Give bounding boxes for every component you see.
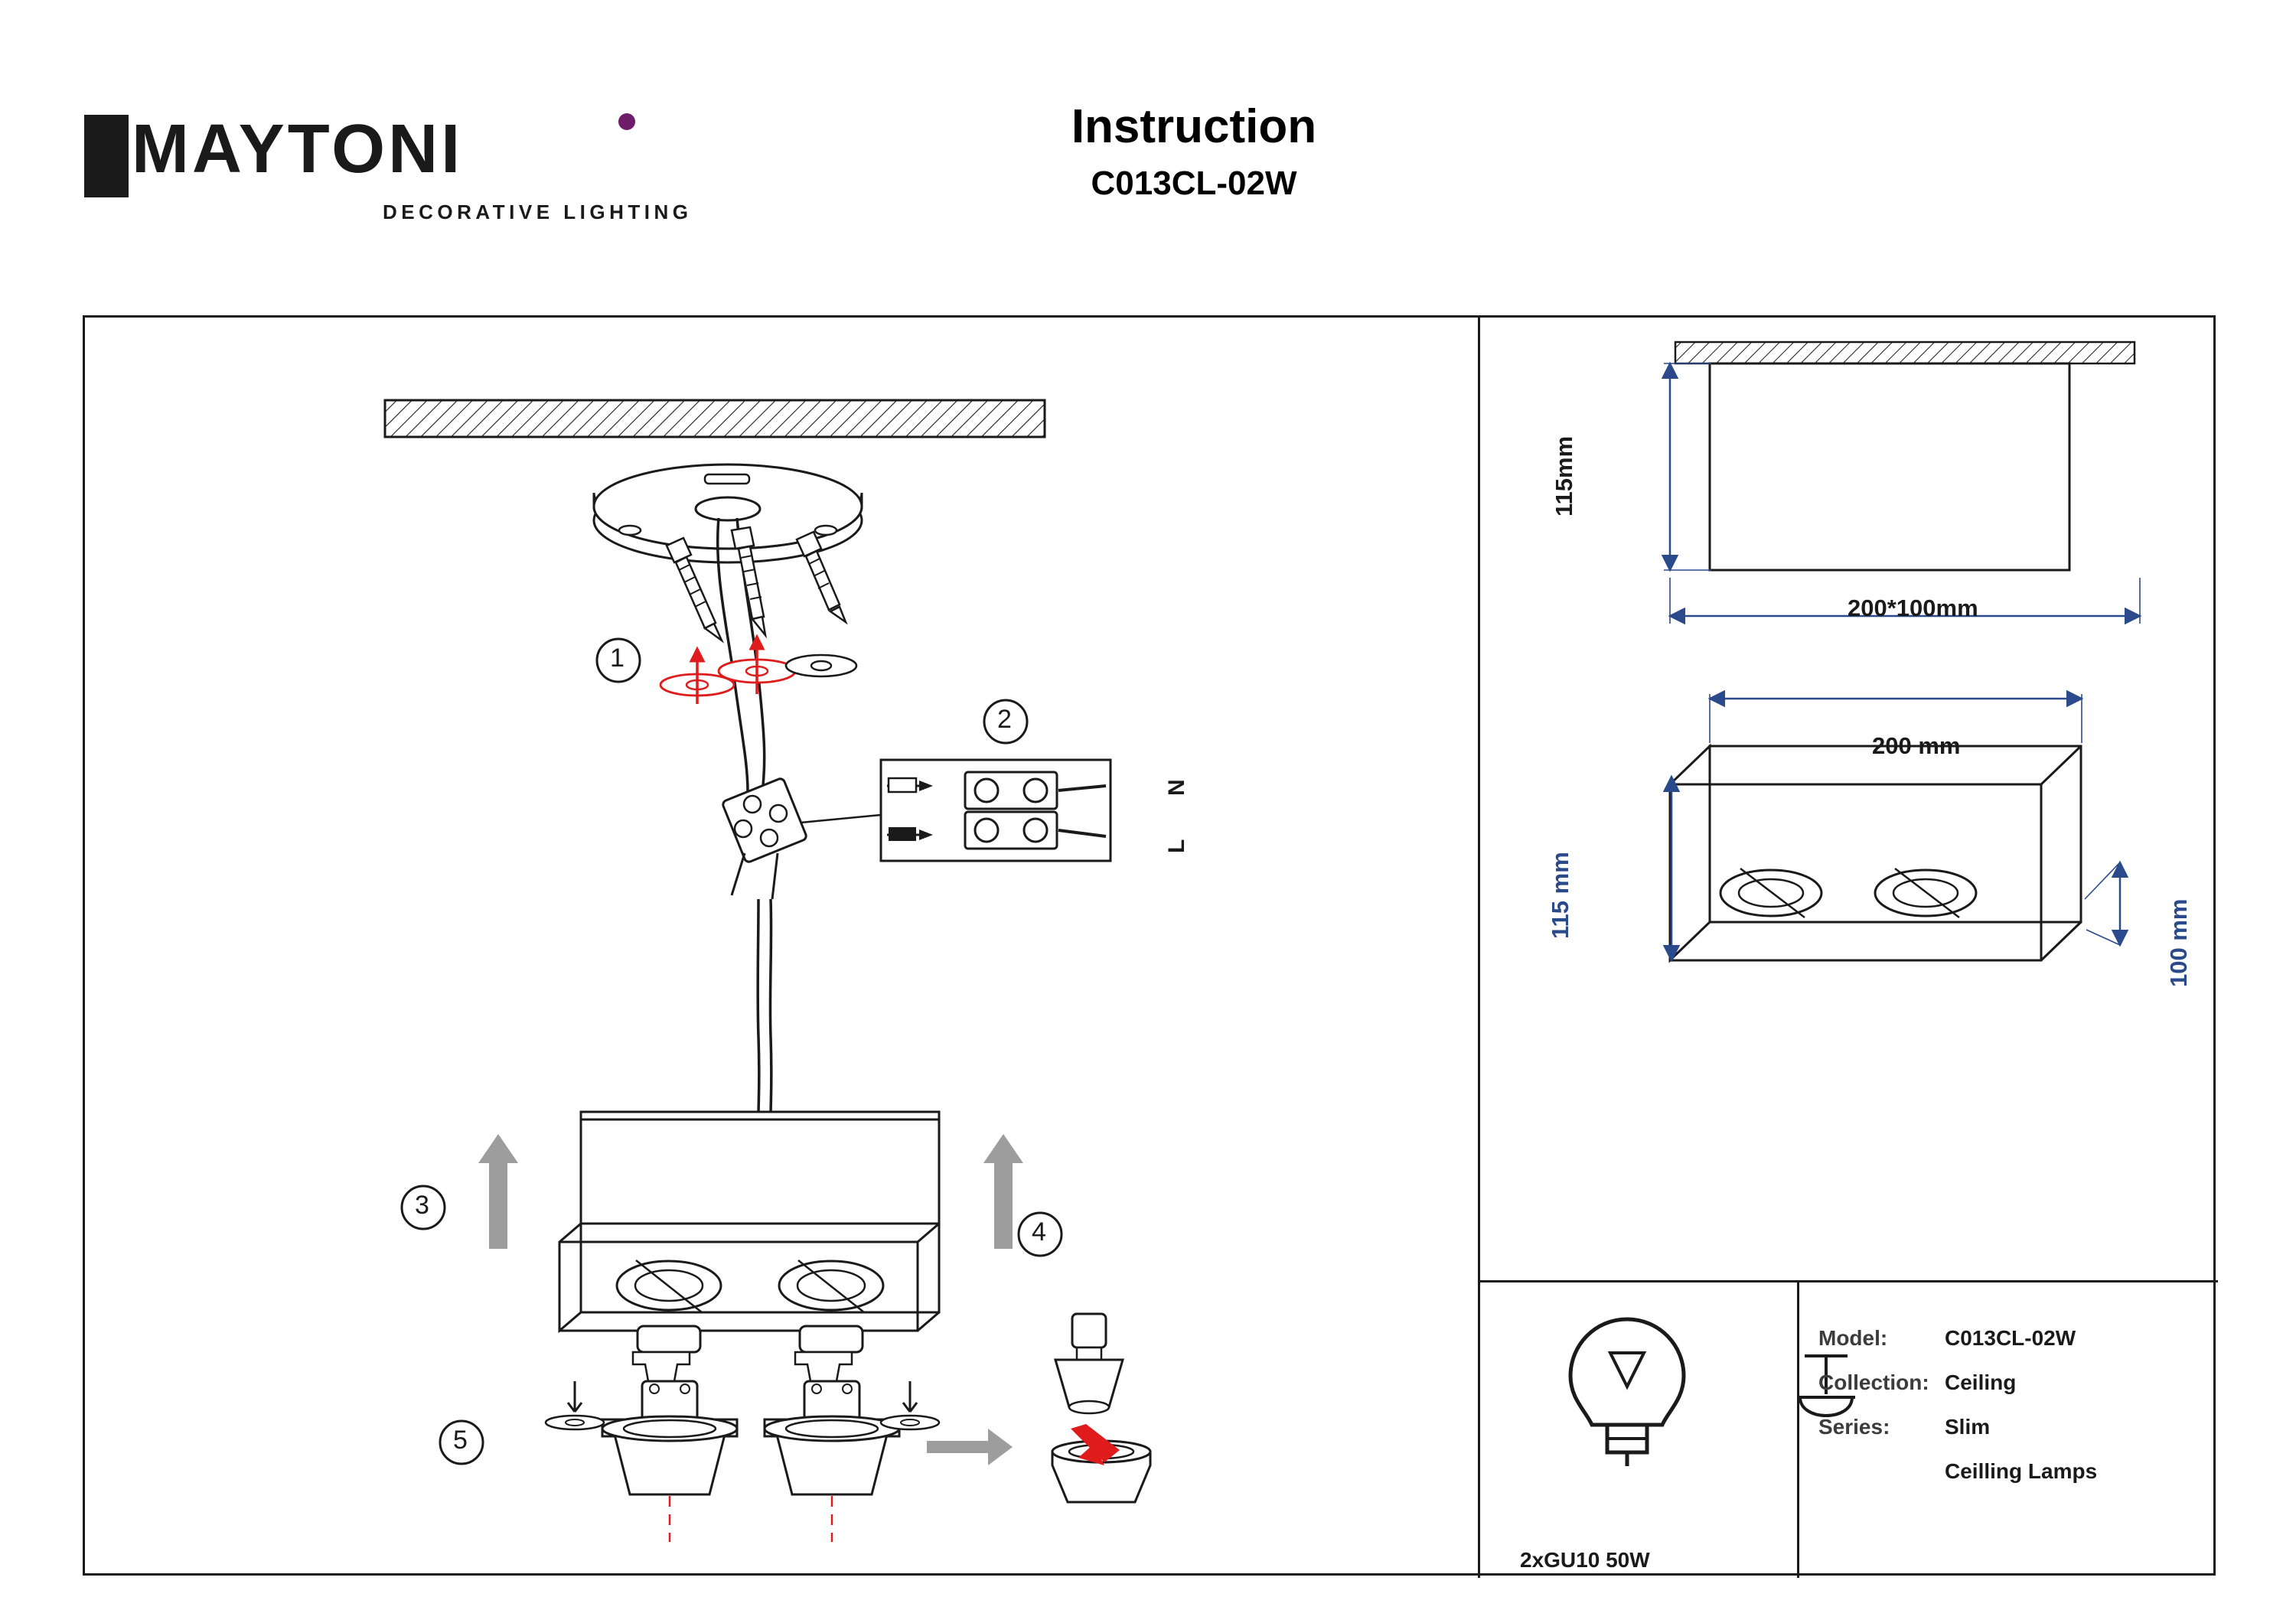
instruction-frame: [83, 315, 2216, 1576]
step-label-5: 5: [453, 1426, 468, 1455]
spec-value-series: Slim: [1945, 1415, 1991, 1439]
page-header: [0, 0, 2296, 291]
side-view: [1664, 342, 2140, 624]
logo-mark: [84, 115, 129, 197]
dimension-drawings: [1480, 318, 2218, 1280]
brand-name: MAYTONI: [132, 111, 464, 187]
step-label-4: 4: [1032, 1217, 1046, 1247]
terminal-label-live: L: [1164, 839, 1189, 853]
spec-value-collection: Ceiling: [1945, 1370, 2017, 1394]
page-title: Instruction: [1071, 100, 1317, 153]
dim-side-height: 115mm: [1551, 435, 1577, 517]
terminal-label-neutral: N: [1164, 779, 1189, 796]
step-label-3: 3: [415, 1191, 429, 1220]
lamp-insert-detail: [1052, 1314, 1150, 1502]
spec-label-series: Series:: [1818, 1415, 1890, 1439]
dim-iso-height: 115 mm: [1547, 852, 1574, 939]
spec-label-collection: Collection:: [1818, 1370, 1929, 1394]
step-label-2: 2: [997, 705, 1012, 734]
spec-value-model: C013CL-02W: [1945, 1326, 2076, 1350]
step-label-1: 1: [610, 644, 625, 673]
ceiling-slab: [385, 400, 1045, 437]
gu10-lamps: [546, 1326, 939, 1542]
transition-arrow: [927, 1429, 1013, 1465]
dim-iso-depth: 100 mm: [2165, 898, 2192, 987]
model-code: C013CL-02W: [1091, 165, 1297, 202]
document-title-block: [880, 99, 1508, 208]
brand-logo: [84, 107, 693, 223]
spec-label-model: Model:: [1818, 1326, 1888, 1350]
terminal-block-small: [722, 777, 881, 899]
bulb-icon: [1570, 1319, 1684, 1466]
fixture-body: [559, 1112, 939, 1331]
wiring-detail: [881, 760, 1110, 861]
logo-dot-icon: [618, 113, 635, 130]
spec-value-category: Ceilling Lamps: [1945, 1459, 2098, 1483]
lamp-spec-label: 2xGU10 50W: [1520, 1548, 1650, 1572]
brand-tagline: DECORATIVE LIGHTING: [383, 200, 693, 223]
dim-side-footprint: 200*100mm: [1848, 595, 1978, 621]
assembly-diagram: [85, 318, 1478, 1578]
dim-iso-width: 200 mm: [1872, 732, 1961, 759]
